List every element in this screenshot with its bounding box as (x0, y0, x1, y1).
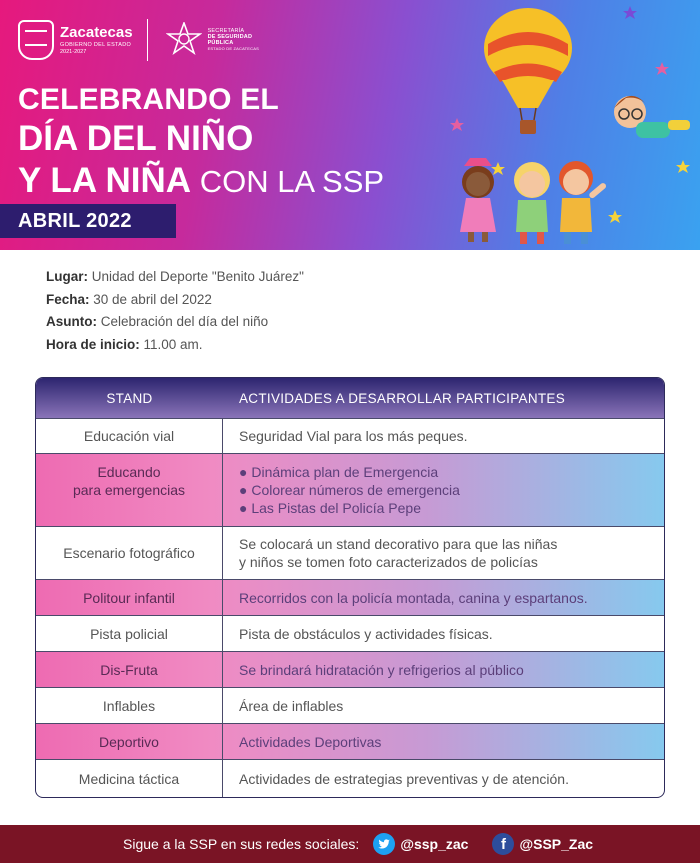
activity-cell (223, 419, 664, 453)
asunto-label: Asunto: (46, 314, 97, 329)
fecha-label: Fecha: (46, 291, 90, 307)
kids-balloon-illustration (440, 0, 700, 250)
activity-line: Pista de obstáculos y actividades físicas. (239, 625, 493, 642)
fecha-value: 30 de abril del 2022 (89, 291, 212, 307)
activity-line: Área de inflables (239, 697, 344, 714)
table-row (36, 651, 664, 687)
ssp-star-badge-icon (166, 22, 202, 58)
title-line-2: DÍA DEL NIÑO (18, 119, 254, 158)
header-activities: ACTIVIDADES A DESARROLLAR PARTICIPANTES (239, 390, 566, 406)
title-line-3-rest: CON LA SSP (191, 164, 385, 199)
activity-bullet: ● Las Pistas del Policía Pepe (239, 500, 421, 516)
table-row (36, 759, 664, 797)
asunto-value: Celebración del día del niño (97, 314, 269, 329)
activity-line: Se brindará hidratación y refrigerios al público (239, 661, 524, 678)
stand-cell: Deportivo (36, 724, 223, 759)
table-row (36, 579, 664, 615)
ssp-line2: DE SEGURIDAD (207, 34, 253, 41)
activity-cell (223, 454, 664, 526)
lugar-value: Unidad del Deporte "Benito Juárez" (88, 269, 304, 284)
activity-line: Recorridos con la policía montada, canina y espartanos. (239, 589, 588, 606)
activity-cell (223, 580, 664, 615)
activities-table (35, 377, 665, 798)
activity-bullet: ● Colorear números de emergencia (239, 482, 460, 498)
ssp-logo-text (208, 29, 259, 50)
table-row (36, 723, 664, 759)
header-stand: STAND (106, 390, 153, 406)
gov-name: Zacatecas (60, 23, 133, 41)
table-row (36, 687, 664, 723)
stand-cell: Educación vial (36, 419, 223, 453)
info-asunto (46, 311, 304, 334)
stand-line: Educando (97, 464, 161, 480)
info-hora (46, 334, 304, 357)
activity-line: Se colocará un stand decorativo para que las niñas (239, 536, 558, 552)
activity-cell (223, 527, 664, 579)
title-line-1: CELEBRANDO EL (18, 83, 279, 116)
table-row (36, 418, 664, 453)
info-lugar (46, 266, 304, 289)
title-line-3-bold: Y LA NIÑA (18, 161, 192, 200)
activity-line: Actividades de estrategias preventivas y de atención. (239, 770, 569, 787)
stand-cell: Dis-Fruta (36, 652, 223, 687)
stand-cell: Medicina táctica (36, 760, 223, 797)
activity-cell (223, 616, 664, 651)
activity-cell (223, 688, 664, 723)
twitter-link[interactable] (359, 833, 468, 855)
stand-cell: Pista policial (36, 616, 223, 651)
gov-subtitle: GOBIERNO DEL ESTADO (60, 41, 132, 48)
stand-cell: Escenario fotográfico (36, 527, 223, 579)
activity-cell (223, 652, 664, 687)
zacatecas-logo-text (60, 25, 133, 56)
lugar-label: Lugar: (46, 269, 88, 284)
facebook-f-icon: f (492, 833, 514, 855)
header-banner (0, 0, 700, 250)
month-label: ABRIL 2022 (0, 204, 176, 238)
stand-line: para emergencias (72, 482, 186, 498)
stand-cell: Politour infantil (36, 580, 223, 615)
title-line-3 (18, 160, 384, 203)
hora-value: 11.00 am. (139, 336, 203, 352)
stand-cell: Inflables (36, 688, 223, 723)
gov-years: 2021-2027 (60, 49, 87, 55)
facebook-handle: @SSP_Zac (519, 836, 594, 852)
footer-bar (0, 825, 700, 863)
hora-label: Hora de inicio: (46, 336, 140, 352)
zacatecas-shield-icon (18, 20, 54, 60)
activity-line: Seguridad Vial para los más peques. (239, 428, 468, 444)
activity-line: y niños se tomen foto caracterizados de policías (239, 554, 538, 570)
headline (18, 82, 384, 203)
ssp-line4: ESTADO DE ZACATECAS (207, 45, 259, 51)
stand-cell (36, 454, 223, 526)
twitter-handle: @ssp_zac (400, 836, 469, 852)
facebook-link[interactable] (468, 833, 593, 855)
activity-cell (223, 760, 664, 797)
follow-text: Sigue a la SSP en sus redes sociales: (123, 836, 360, 852)
twitter-bird-icon (373, 833, 395, 855)
table-row (36, 615, 664, 651)
logo-divider (147, 19, 148, 61)
ssp-line3: PÚBLICA (207, 39, 234, 46)
table-row (36, 453, 664, 526)
activity-bullet: ● Dinámica plan de Emergencia (239, 464, 439, 480)
activity-line: Actividades Deportivas (239, 733, 382, 750)
ssp-line1: SECRETARÍA (207, 28, 245, 35)
activity-cell (223, 724, 664, 759)
logos (18, 14, 259, 66)
table-row (36, 526, 664, 579)
event-info (46, 266, 304, 356)
table-header (36, 378, 664, 418)
info-fecha (46, 289, 304, 312)
